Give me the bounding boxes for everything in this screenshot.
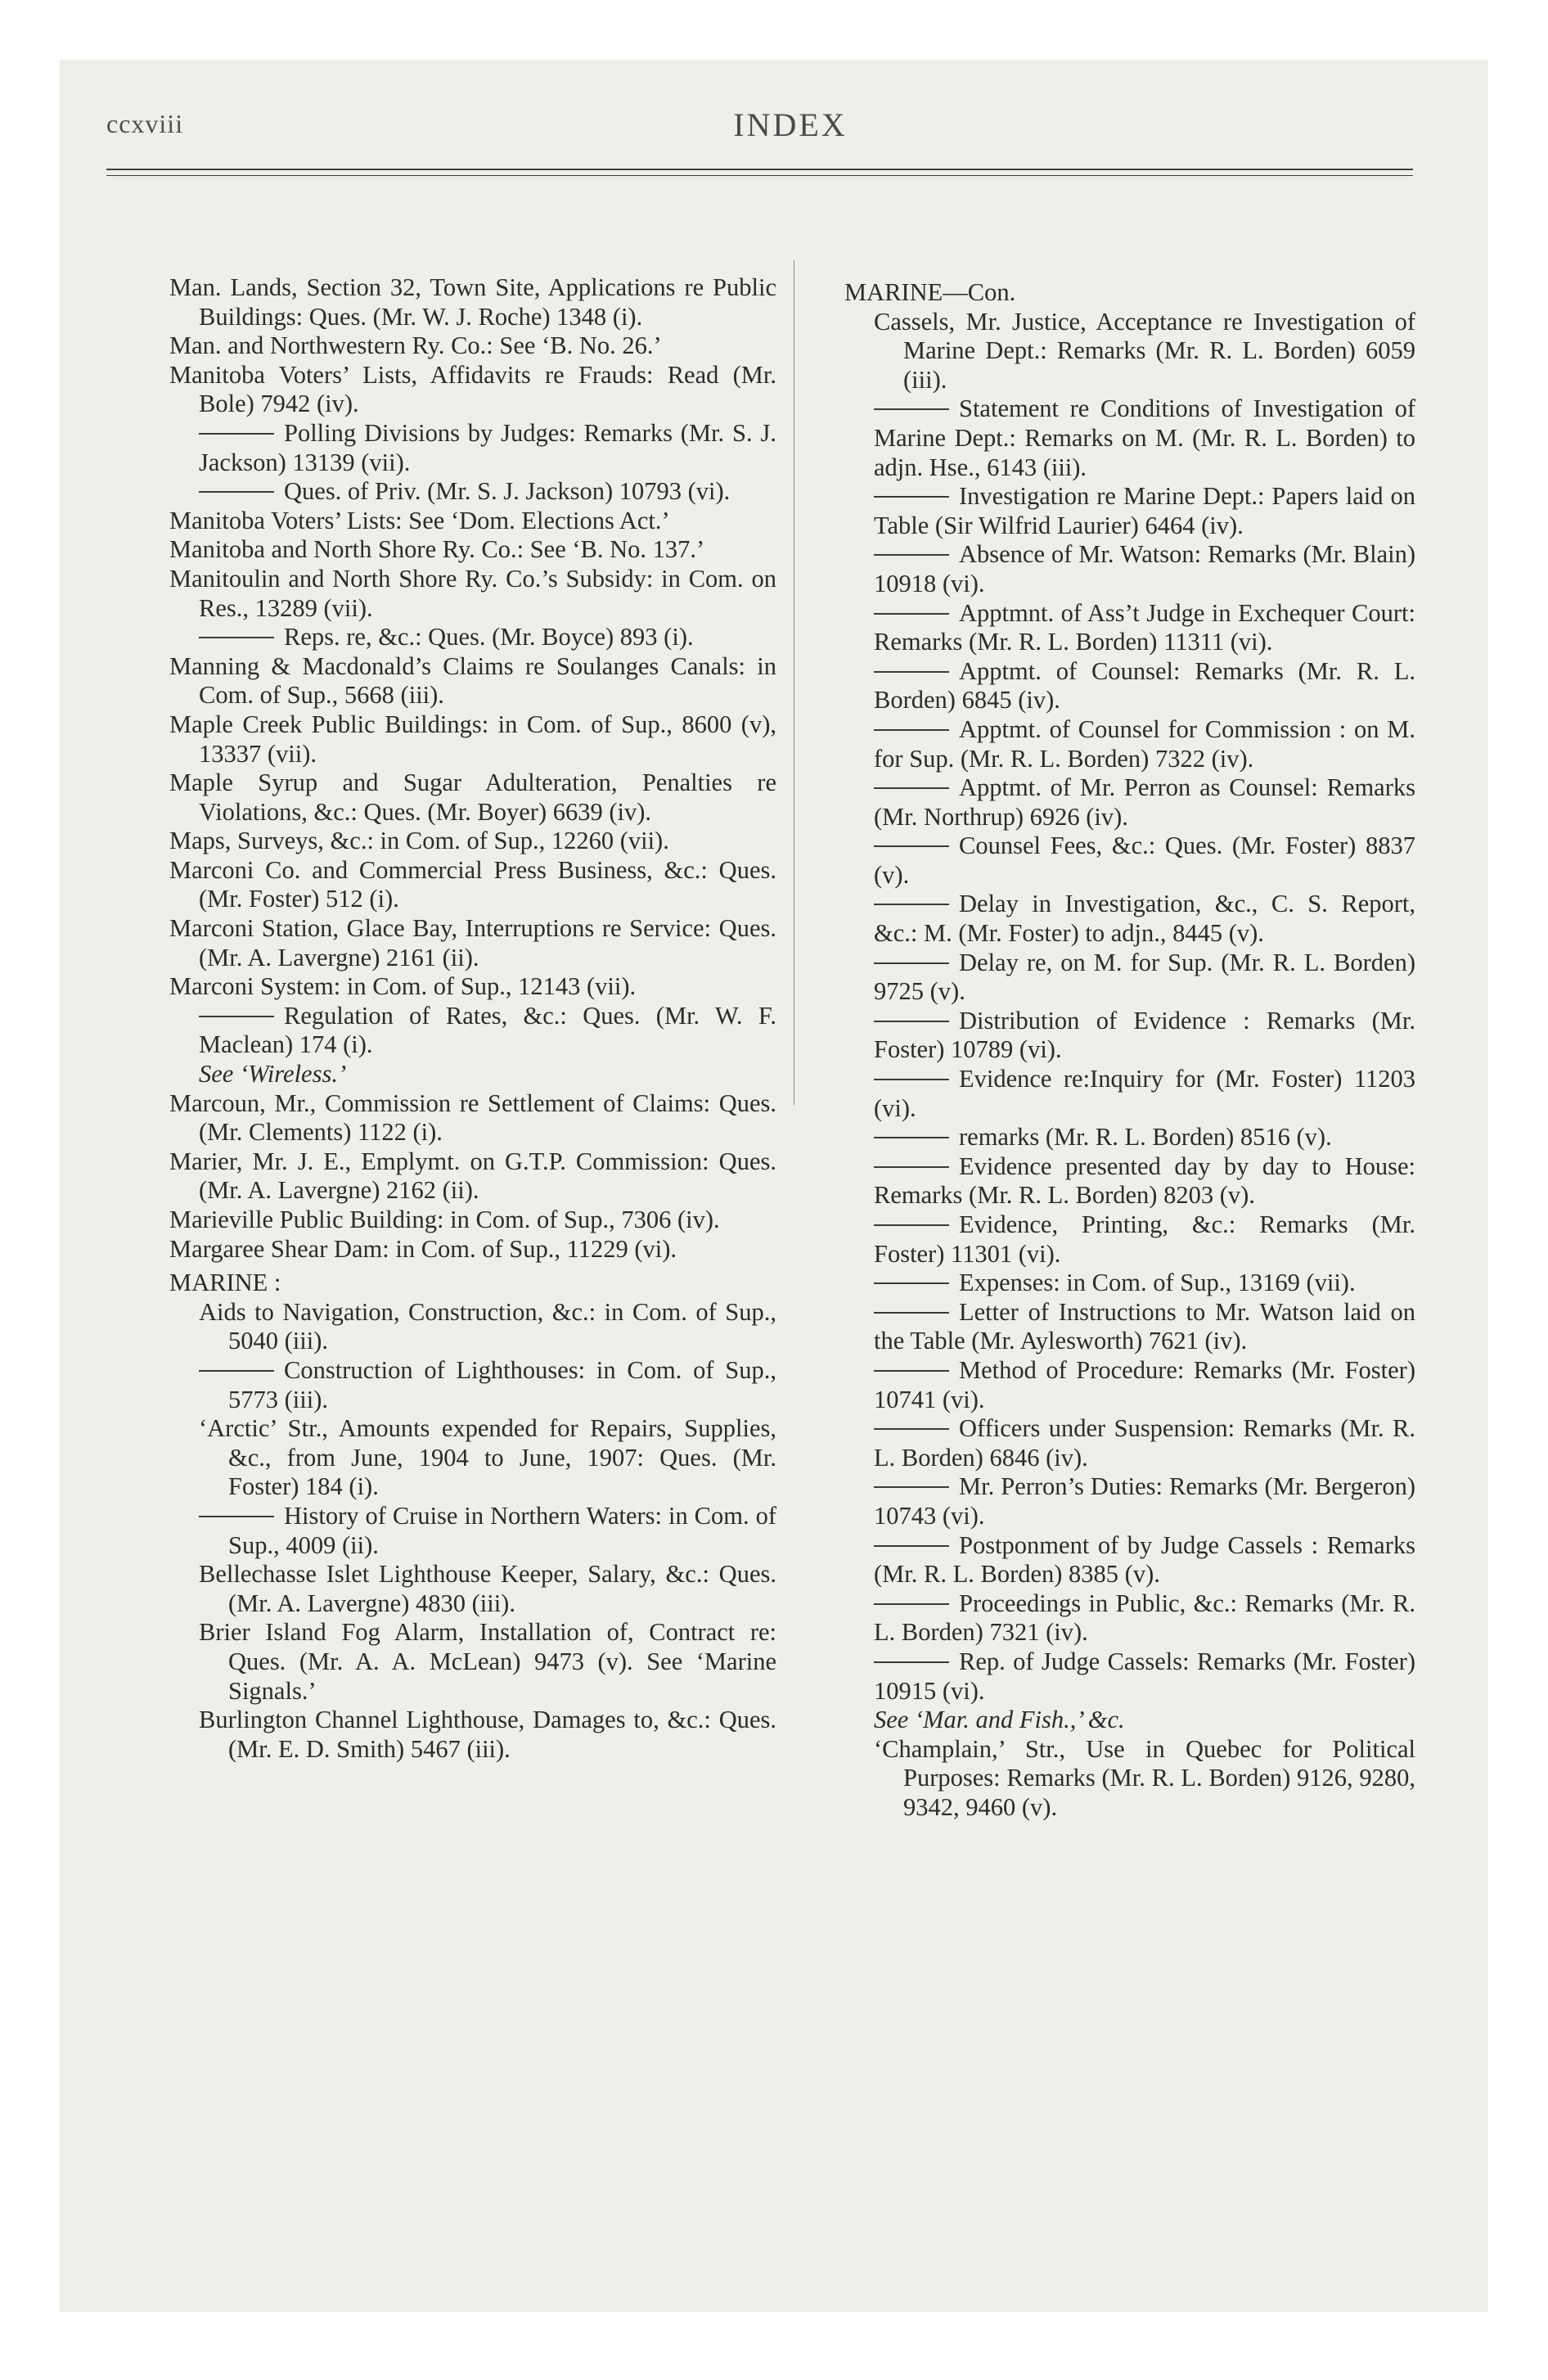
index-entry: Bellechasse Islet Lighthouse Keeper, Salary, &c.: Ques. (Mr. A. Lavergne) 4830 (iii). [199,1560,776,1617]
index-entry: Postponment of by Judge Cassels : Remarks (Mr. R. L. Borden) 8385 (v). [844,1531,1415,1589]
header-rule-thin [106,175,1413,176]
index-entry: ‘Arctic’ Str., Amounts expended for Repairs, Supplies, &c., from June, 1904 to June, 1907: Ques. (Mr. Foster) 184 (i). [199,1414,776,1501]
running-head [0,106,1548,158]
page-title: INDEX [733,106,848,143]
section-heading: MARINE—Con. [844,278,1016,306]
index-entry: See ‘Wireless.’ [199,1060,347,1089]
index-entry: Man. Lands, Section 32, Town Site, Applications re Public Buildings: Ques. (Mr. W. J. Roche) 1348 (i). [169,273,776,331]
index-entry: Construction of Lighthouses: in Com. of Sup., 5773 (iii). [169,1356,776,1414]
index-entry: ‘Champlain,’ Str., Use in Quebec for Political Purposes: Remarks (Mr. R. L. Borden) 9126, 9280, 9342, 9460 (v). [874,1734,1415,1821]
index-entry: Evidence re:Inquiry for (Mr. Foster) 11203 (vi). [844,1065,1415,1123]
index-entry: Maps, Surveys, &c.: in Com. of Sup., 12260 (vii). [169,827,669,855]
index-entry: Absence of Mr. Watson: Remarks (Mr. Blain) 10918 (vi). [844,540,1415,598]
section-heading: MARINE : [169,1269,281,1297]
index-entry: Officers under Suspension: Remarks (Mr. R. L. Borden) 6846 (iv). [844,1414,1415,1472]
index-entry: Ques. of Priv. (Mr. S. J. Jackson) 10793 (vi). [169,477,776,507]
index-entry: Marconi Co. and Commercial Press Business, &c.: Ques. (Mr. Foster) 512 (i). [169,855,776,913]
index-entry: Counsel Fees, &c.: Ques. (Mr. Foster) 8837 (v). [844,832,1415,890]
index-entry: Manning & Macdonald’s Claims re Soulanges Canals: in Com. of Sup., 5668 (iii). [169,651,776,710]
index-entry: Marier, Mr. J. E., Emplymt. on G.T.P. Commission: Ques. (Mr. A. Lavergne) 2162 (ii). [169,1147,776,1205]
index-entry: Marconi System: in Com. of Sup., 12143 (vii). [169,972,637,1001]
right-column [844,273,1415,1822]
index-entry: Man. and Northwestern Ry. Co.: See ‘B. No. 26.’ [169,331,662,360]
index-entry: Marieville Public Building: in Com. of Sup., 7306 (iv). [169,1206,720,1233]
index-entry: Mr. Perron’s Duties: Remarks (Mr. Bergeron) 10743 (vi). [844,1472,1415,1530]
index-entry: Regulation of Rates, &c.: Ques. (Mr. W. F. Maclean) 174 (i). [169,1002,776,1060]
index-entry: Brier Island Fog Alarm, Installation of, Contract re: Ques. (Mr. A. A. McLean) 9473 (v). See ‘Marine Signals.’ [199,1618,776,1705]
index-entry: Evidence, Printing, &c.: Remarks (Mr. Foster) 11301 (vi). [844,1210,1415,1269]
page-number: ccxviii [106,109,184,138]
index-entry: See ‘Mar. and Fish.,’ &c. [874,1706,1125,1734]
left-column [169,273,776,1764]
index-entry: Investigation re Marine Dept.: Papers laid on Table (Sir Wilfrid Laurier) 6464 (iv). [844,482,1415,540]
index-entry: Rep. of Judge Cassels: Remarks (Mr. Foster) 10915 (vi). [844,1648,1415,1706]
index-entry: remarks (Mr. R. L. Borden) 8516 (v). [844,1123,1415,1152]
index-entry: Aids to Navigation, Construction, &c.: in Com. of Sup., 5040 (iii). [199,1297,776,1355]
index-entry: Cassels, Mr. Justice, Acceptance re Investigation of Marine Dept.: Remarks (Mr. R. L. Borden) 6059 (iii). [874,307,1415,394]
index-entry: Maple Creek Public Buildings: in Com. of Sup., 8600 (v), 13337 (vii). [169,710,776,768]
index-entry: Distribution of Evidence : Remarks (Mr. Foster) 10789 (vi). [844,1007,1415,1065]
index-entry: Evidence presented day by day to House: Remarks (Mr. R. L. Borden) 8203 (v). [844,1152,1415,1210]
index-entry: Delay in Investigation, &c., C. S. Report, &c.: M. (Mr. Foster) to adjn., 8445 (v). [844,890,1415,948]
index-entry: Polling Divisions by Judges: Remarks (Mr. S. J. Jackson) 13139 (vii). [169,419,776,477]
index-entry: Manitoba Voters’ Lists: See ‘Dom. Elections Act.’ [169,506,670,534]
index-entry: Apptmt. of Counsel for Commission : on M. for Sup. (Mr. R. L. Borden) 7322 (iv). [844,715,1415,773]
index-entry: Apptmt. of Counsel: Remarks (Mr. R. L. Borden) 6845 (iv). [844,657,1415,715]
index-entry: Proceedings in Public, &c.: Remarks (Mr. R. L. Borden) 7321 (iv). [844,1589,1415,1648]
index-entry: Delay re, on M. for Sup. (Mr. R. L. Borden) 9725 (v). [844,949,1415,1007]
index-entry: Statement re Conditions of Investigation of Marine Dept.: Remarks on M. (Mr. R. L. Borden) to adjn. Hse., 6143 (iii). [844,394,1415,482]
index-entry: Margaree Shear Dam: in Com. of Sup., 11229 (vi). [169,1234,677,1263]
index-entry: Apptmt. of Mr. Perron as Counsel: Remarks (Mr. Northrup) 6926 (iv). [844,773,1415,832]
index-entry: History of Cruise in Northern Waters: in Com. of Sup., 4009 (ii). [169,1502,776,1560]
index-entry: Manitoba and North Shore Ry. Co.: See ‘B. No. 137.’ [169,535,705,564]
index-entry: Letter of Instructions to Mr. Watson laid on the Table (Mr. Aylesworth) 7621 (iv). [844,1298,1415,1356]
index-entry: Reps. re, &c.: Ques. (Mr. Boyce) 893 (i). [169,623,776,652]
index-entry: Marcoun, Mr., Commission re Settlement of Claims: Ques. (Mr. Clements) 1122 (i). [169,1089,776,1147]
index-entry: Burlington Channel Lighthouse, Damages to, &c.: Ques. (Mr. E. D. Smith) 5467 (iii). [199,1706,776,1763]
header-rule [106,169,1413,170]
index-entry: Marconi Station, Glace Bay, Interruptions re Service: Ques. (Mr. A. Lavergne) 2161 (ii). [169,914,776,971]
index-entry: Maple Syrup and Sugar Adulteration, Penalties re Violations, &c.: Ques. (Mr. Boyer) 6639 (iv). [169,769,776,826]
index-entry: Method of Procedure: Remarks (Mr. Foster) 10741 (vi). [844,1356,1415,1414]
index-entry: Expenses: in Com. of Sup., 13169 (vii). [844,1269,1415,1298]
index-entry: Apptmnt. of Ass’t Judge in Exchequer Court: Remarks (Mr. R. L. Borden) 11311 (vi). [844,599,1415,657]
index-entry: Manitoulin and North Shore Ry. Co.’s Subsidy: in Com. on Res., 13289 (vii). [169,564,776,622]
index-entry: Manitoba Voters’ Lists, Affidavits re Frauds: Read (Mr. Bole) 7942 (iv). [169,360,776,418]
